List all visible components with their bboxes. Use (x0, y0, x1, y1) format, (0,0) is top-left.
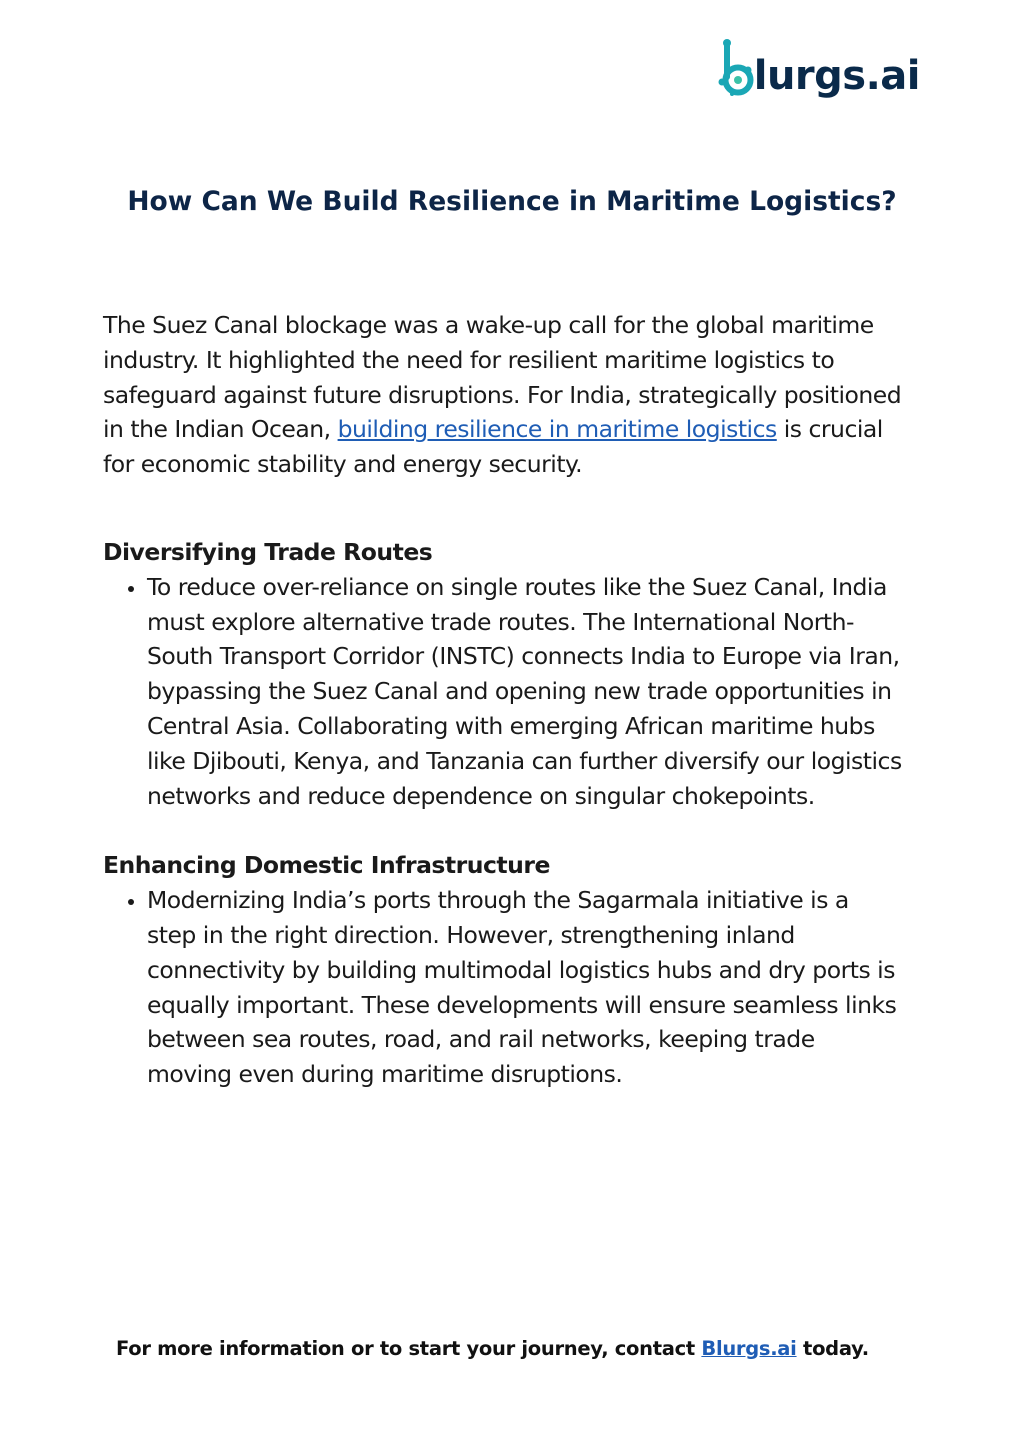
footer-text-end: today. (796, 1336, 869, 1360)
brand-logo (718, 38, 920, 99)
list-item: • Modernizing India’s ports through the Sagarmala initiative is a step in the right direction. However, strengthening inland connectivity by building multimodal logistics hubs and dry ports is equally important. These developments will ensure seamless links between sea routes, road, and rail networks, keeping trade moving even during maritime disruptions. (147, 883, 903, 1092)
blurgs-b-icon (718, 38, 756, 96)
article-body (103, 308, 903, 1092)
infrastructure-list (103, 883, 903, 1092)
intro-text-start: The Suez Canal blockage was a wake-up call for the global maritime industry. It highlighted the need for resilient maritime logistics to safeguard against future disruptions. For India, strategically positioned in the Indian Ocean, (103, 311, 902, 444)
page-title: How Can We Build Resilience in Maritime Logistics? (127, 186, 897, 217)
blurgs-contact-link[interactable]: Blurgs.ai (701, 1336, 797, 1360)
intro-paragraph (103, 308, 903, 482)
list-item: • To reduce over-reliance on single routes like the Suez Canal, India must explore alternative trade routes. The International North-South Transport Corridor (INSTC) connects India to Europe via Iran, bypassing the Suez Canal and opening new trade opportunities in Central Asia. Collaborating with emerging African maritime hubs like Djibouti, Kenya, and Tanzania can further diversify our logistics networks and reduce dependence on singular chokepoints. (147, 570, 903, 814)
contact-footer (116, 1337, 916, 1360)
section-heading-infrastructure: Enhancing Domestic Infrastructure (103, 851, 550, 880)
resilience-article-link[interactable]: building resilience in maritime logistics (337, 415, 777, 444)
section-heading-trade-routes: Diversifying Trade Routes (103, 537, 433, 566)
logo-wordmark: lurgs.ai (753, 53, 920, 99)
footer-text-start: For more information or to start your journey, contact (116, 1336, 702, 1360)
trade-routes-list (103, 570, 903, 814)
intro-text-end: is crucial for economic stability and energy security. (103, 415, 883, 479)
